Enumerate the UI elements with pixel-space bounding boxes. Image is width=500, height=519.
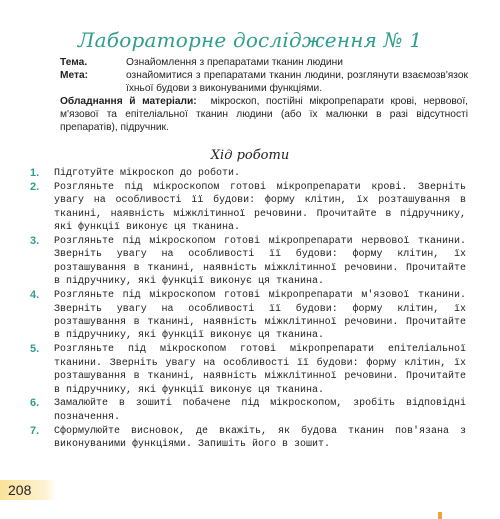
step-number: 4. xyxy=(30,289,40,302)
section-title: Хід роботи xyxy=(210,148,290,163)
step-number: 1. xyxy=(30,167,40,179)
step-item xyxy=(30,181,466,235)
step-number: 6. xyxy=(30,397,40,410)
step-text: Підготуйте мікроскоп до роботи. xyxy=(54,168,241,179)
topic-value: Ознайомлення з препаратами тканин людини xyxy=(126,57,343,68)
step-item xyxy=(30,167,466,180)
step-item xyxy=(30,425,466,452)
lab-meta xyxy=(60,57,468,135)
step-number: 7. xyxy=(30,424,40,437)
equipment-value: мікроскоп, постійні мікропрепарати крові, нервової, м'язової та епітеліальної тканин людини (або їх малюнки в разі відсутності препаратів), підручник. xyxy=(60,96,468,133)
topic-label: Тема. xyxy=(60,57,88,68)
topic-row xyxy=(60,57,468,70)
step-text: Розгляньте під мікроскопом готові мікропрепарати епітеліальної тканини. Зверніть увагу на особливості її будови: форму клітин, їх розташування в тканині, наявність міжклітинної речовини. Прочитайте в підручнику, які функції виконує ця тканина. xyxy=(54,344,466,396)
step-text: Розгляньте під мікроскопом готові мікропрепарати нервової тканини. Зверніть увагу на особливості її будови: форму клітин, їх розташування в тканині, наявність міжклітинної речовини. Прочитайте в підручнику, які функції виконує ця тканина. xyxy=(54,236,466,288)
step-item xyxy=(30,397,466,424)
step-item xyxy=(30,235,466,289)
step-item xyxy=(30,343,466,397)
steps-list xyxy=(30,167,466,452)
step-text: Розгляньте під мікроскопом готові мікропрепарати м'язової тканини. Зверніть увагу на особливості її будови: форму клітин, їх розташування в тканині, наявність міжклітинної речовини. Прочитайте в підручнику, які функції виконує ця тканина. xyxy=(54,290,466,342)
step-text: Замалюйте в зошиті побачене під мікроскопом, зробіть відповідні позначення. xyxy=(54,398,466,423)
step-number: 3. xyxy=(30,235,40,248)
step-text: Розгляньте під мікроскопом готові мікропрепарати крові. Зверніть увагу на особливості її будови: форму клітин, їх розташування в тканині, наявність міжклітинної речовини. Прочитайте в підручнику, які функції виконує ця тканина. xyxy=(54,181,466,234)
corner-mark xyxy=(438,512,442,519)
goal-row xyxy=(60,70,468,96)
goal-value: ознайомитися з препаратами тканин людини, розглянути взаємозв'язок їхньої будови з виконуваними функціями. xyxy=(126,69,468,94)
equipment-label: Обладнання й матеріали: xyxy=(60,96,197,108)
step-text: Сформулюйте висновок, де вкажіть, як будова тканин пов'язана з виконуваними функціями. Запишіть його в зошит. xyxy=(54,425,466,451)
page-number: 208 xyxy=(8,482,32,498)
lab-title: Лабораторне дослідження № 1 xyxy=(77,28,423,52)
step-item xyxy=(30,289,466,343)
step-number: 5. xyxy=(30,343,40,356)
goal-label: Мета: xyxy=(60,69,89,81)
step-number: 2. xyxy=(30,180,40,193)
equipment-row xyxy=(60,96,468,134)
